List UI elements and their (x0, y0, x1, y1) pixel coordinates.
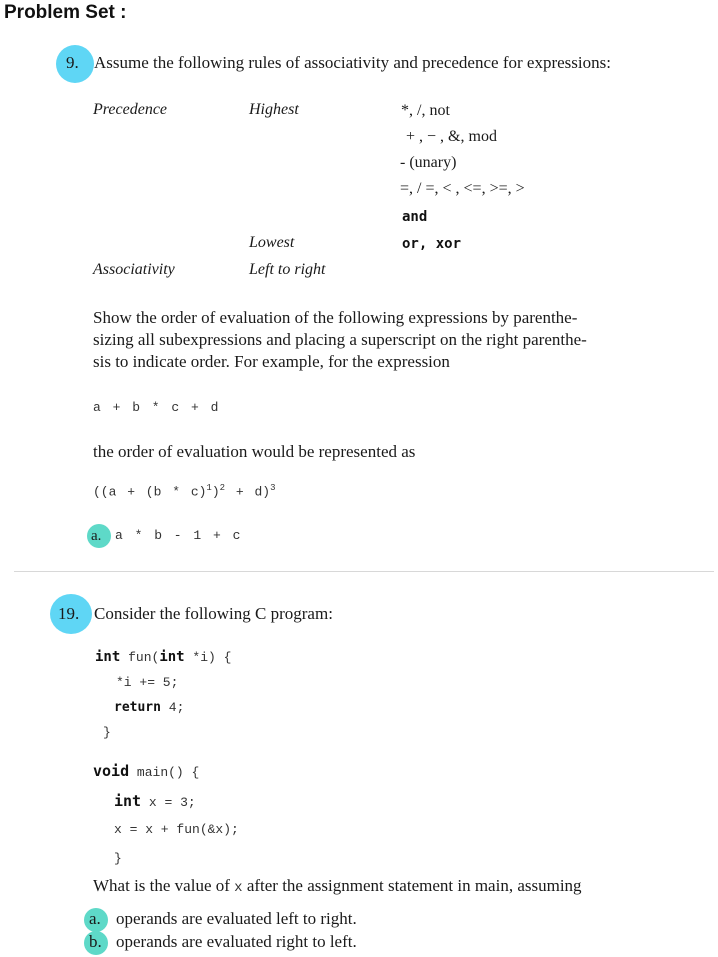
q9-intro: Assume the following rules of associativity and precedence for expressions: (94, 53, 611, 72)
code-keyword: int (95, 649, 121, 665)
associativity-label: Associativity (93, 261, 175, 278)
superscript-3: 3 (270, 483, 276, 493)
highest-label: Highest (249, 101, 299, 118)
question-text-post: after the assignment statement in main, assuming (242, 876, 582, 895)
example-expression: a + b * c + d (93, 400, 219, 415)
code-keyword: int (159, 649, 185, 665)
code-text: fun( (120, 650, 160, 665)
example-answer (93, 483, 275, 499)
precedence-level-1: *, /, not (401, 102, 450, 119)
part-a-label: a. (91, 528, 102, 544)
q19-number: 19. (58, 604, 80, 623)
superscript-2: 2 (219, 483, 226, 493)
option-b-text: operands are evaluated right to left. (116, 932, 357, 951)
code-keyword: int (114, 792, 142, 810)
q19-question (93, 875, 582, 899)
code-line-4: } (103, 725, 111, 740)
precedence-label: Precedence (93, 101, 168, 118)
precedence-level-6: or, xor (402, 236, 462, 252)
example-answer-base: ((a + (b * c) (93, 484, 207, 500)
code-keyword: void (93, 762, 130, 780)
code-text: x = 3; (141, 795, 196, 810)
section-divider (14, 571, 714, 572)
code-line-6 (114, 792, 196, 810)
part-a-expression: a * b - 1 + c (115, 528, 241, 543)
instruction-line-2: sizing all subexpressions and placing a superscript on the right parenthe- (93, 330, 587, 349)
code-line-1 (95, 649, 231, 665)
code-text: main() { (129, 765, 200, 780)
page-title: Problem Set : (4, 2, 127, 23)
code-text: *i) { (184, 650, 232, 665)
instruction-line-3: sis to indicate order. For example, for the expression (93, 352, 450, 371)
question-variable: x (234, 880, 243, 896)
precedence-level-2: + , − , &, mod (406, 128, 497, 145)
precedence-level-3: - (unary) (400, 154, 457, 171)
code-line-3 (114, 700, 184, 715)
precedence-level-4: =, / =, < , <=, >=, > (400, 180, 525, 197)
option-b-label: b. (89, 932, 102, 951)
code-line-5 (93, 762, 199, 780)
represented-text: the order of evaluation would be represented as (93, 442, 416, 461)
question-text-pre: What is the value of (93, 876, 235, 895)
q9-number: 9. (66, 53, 79, 72)
code-line-8: } (114, 851, 122, 866)
superscript-1: 1 (206, 483, 212, 493)
precedence-level-5: and (402, 209, 428, 225)
code-line-2: *i += 5; (116, 675, 179, 690)
code-text: 4; (160, 700, 185, 715)
lowest-label: Lowest (249, 234, 295, 251)
example-answer-tail: + d) (225, 484, 271, 500)
code-line-7: x = x + fun(&x); (114, 822, 239, 837)
q19-intro: Consider the following C program: (94, 604, 333, 623)
code-keyword: return (114, 700, 161, 715)
option-a-label: a. (89, 909, 101, 928)
instruction-line-1: Show the order of evaluation of the following expressions by parenthe- (93, 308, 578, 327)
option-a-text: operands are evaluated left to right. (116, 909, 357, 928)
associativity-value: Left to right (249, 261, 326, 278)
example-answer-mid: ) (211, 484, 220, 500)
